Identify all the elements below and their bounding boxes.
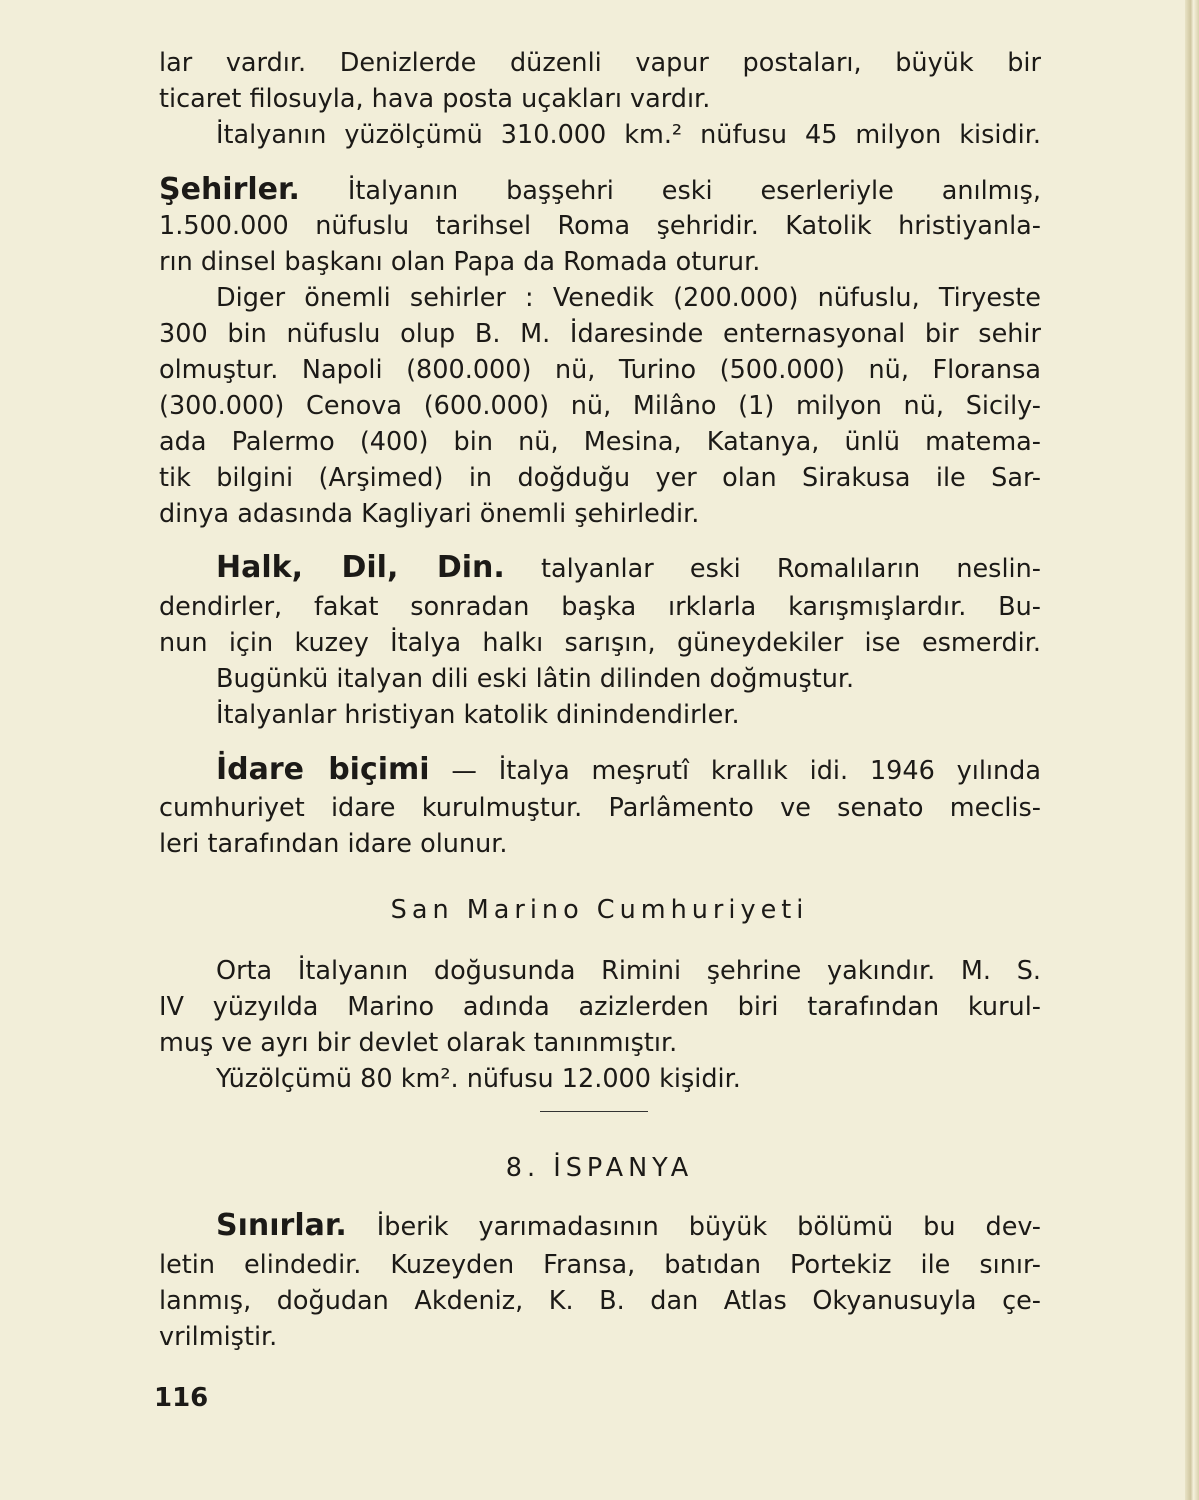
section-heading-sehirler: Şehirler. [159,172,300,207]
section-divider [540,1111,648,1112]
section-heading-sinirlar: Sınırlar. [216,1208,347,1243]
text-line: 1.500.000 nüfuslu tarihsel Roma şehridir. Katolik hristiyanla- [159,211,1041,241]
text-line: ticaret filosuyla, hava posta uçakları vardır. [159,84,711,114]
section-sinirlar-first-line: Sınırlar. İberik yarımadasının büyük bölümü bu dev- [216,1208,1041,1243]
text-line: lar vardır. Denizlerde düzenli vapur postaları, büyük bir [159,48,1041,78]
text-line: dinya adasında Kagliyari önemli şehirledir. [159,499,700,529]
page-edge [1185,0,1199,1500]
text-line: cumhuriyet idare kurulmuştur. Parlâmento ve senato meclis- [159,793,1041,823]
text-line: Yüzölçümü 80 km². nüfusu 12.000 kişidir. [216,1064,741,1094]
text-line: İtalyanlar hristiyan katolik dinindendirler. [216,700,740,730]
text-line: Bugünkü italyan dili eski lâtin dilinden doğmuştur. [216,664,855,694]
text-line: dendirler, fakat sonradan başka ırklarla karışmışlardır. Bu- [159,592,1041,622]
section-heading-idare-bicimi: İdare biçimi [216,752,430,787]
text-line: vrilmiştir. [159,1322,278,1352]
section-title-ispanya: 8. İSPANYA [505,1153,694,1183]
text-line: nun için kuzey İtalya halkı sarışın, güneydekiler ise esmerdir. [159,628,1041,658]
text-line: muş ve ayrı bir devlet olarak tanınmıştır. [159,1028,678,1058]
section-heading-halk-dil-din: Halk, Dil, Din. [216,550,505,585]
page-number: 116 [154,1383,209,1413]
text-line: Diger önemli sehirler : Venedik (200.000) nüfuslu, Tiryeste [216,283,1041,313]
text-line: lanmış, doğudan Akdeniz, K. B. dan Atlas Okyanusuyla çe- [159,1286,1041,1316]
text-line: Orta İtalyanın doğusunda Rimini şehrine yakındır. M. S. [216,956,1041,986]
section-halk-first-line: Halk, Dil, Din. talyanlar eski Romalıların neslin- [216,550,1041,585]
text-line: IV yüzyılda Marino adında azizlerden biri tarafından kurul- [159,992,1041,1022]
text-line: 300 bin nüfuslu olup B. M. İdaresinde enternasyonal bir sehir [159,319,1041,349]
text-line: leri tarafından idare olunur. [159,829,508,859]
text-line: rın dinsel başkanı olan Papa da Romada oturur. [159,247,761,277]
section-idare-first-line: İdare biçimi — İtalya meşrutî krallık idi. 1946 yılında [216,752,1041,787]
section-sehirler-first-line: Şehirler. İtalyanın başşehri eski eserleriyle anılmış, [159,172,1041,207]
text-line: tik bilgini (Arşimed) in doğduğu yer olan Sirakusa ile Sar- [159,463,1041,493]
text-line: olmuştur. Napoli (800.000) nü, Turino (500.000) nü, Floransa [159,355,1041,385]
text-line: ada Palermo (400) bin nü, Mesina, Katanya, ünlü matema- [159,427,1041,457]
text-line: letin elindedir. Kuzeyden Fransa, batıdan Portekiz ile sınır- [159,1250,1041,1280]
section-title-san-marino: San Marino Cumhuriyeti [390,895,809,925]
text-line: (300.000) Cenova (600.000) nü, Milâno (1) milyon nü, Sicily- [159,391,1041,421]
text-line: İtalyanın yüzölçümü 310.000 km.² nüfusu 45 milyon kisidir. [216,120,1041,150]
